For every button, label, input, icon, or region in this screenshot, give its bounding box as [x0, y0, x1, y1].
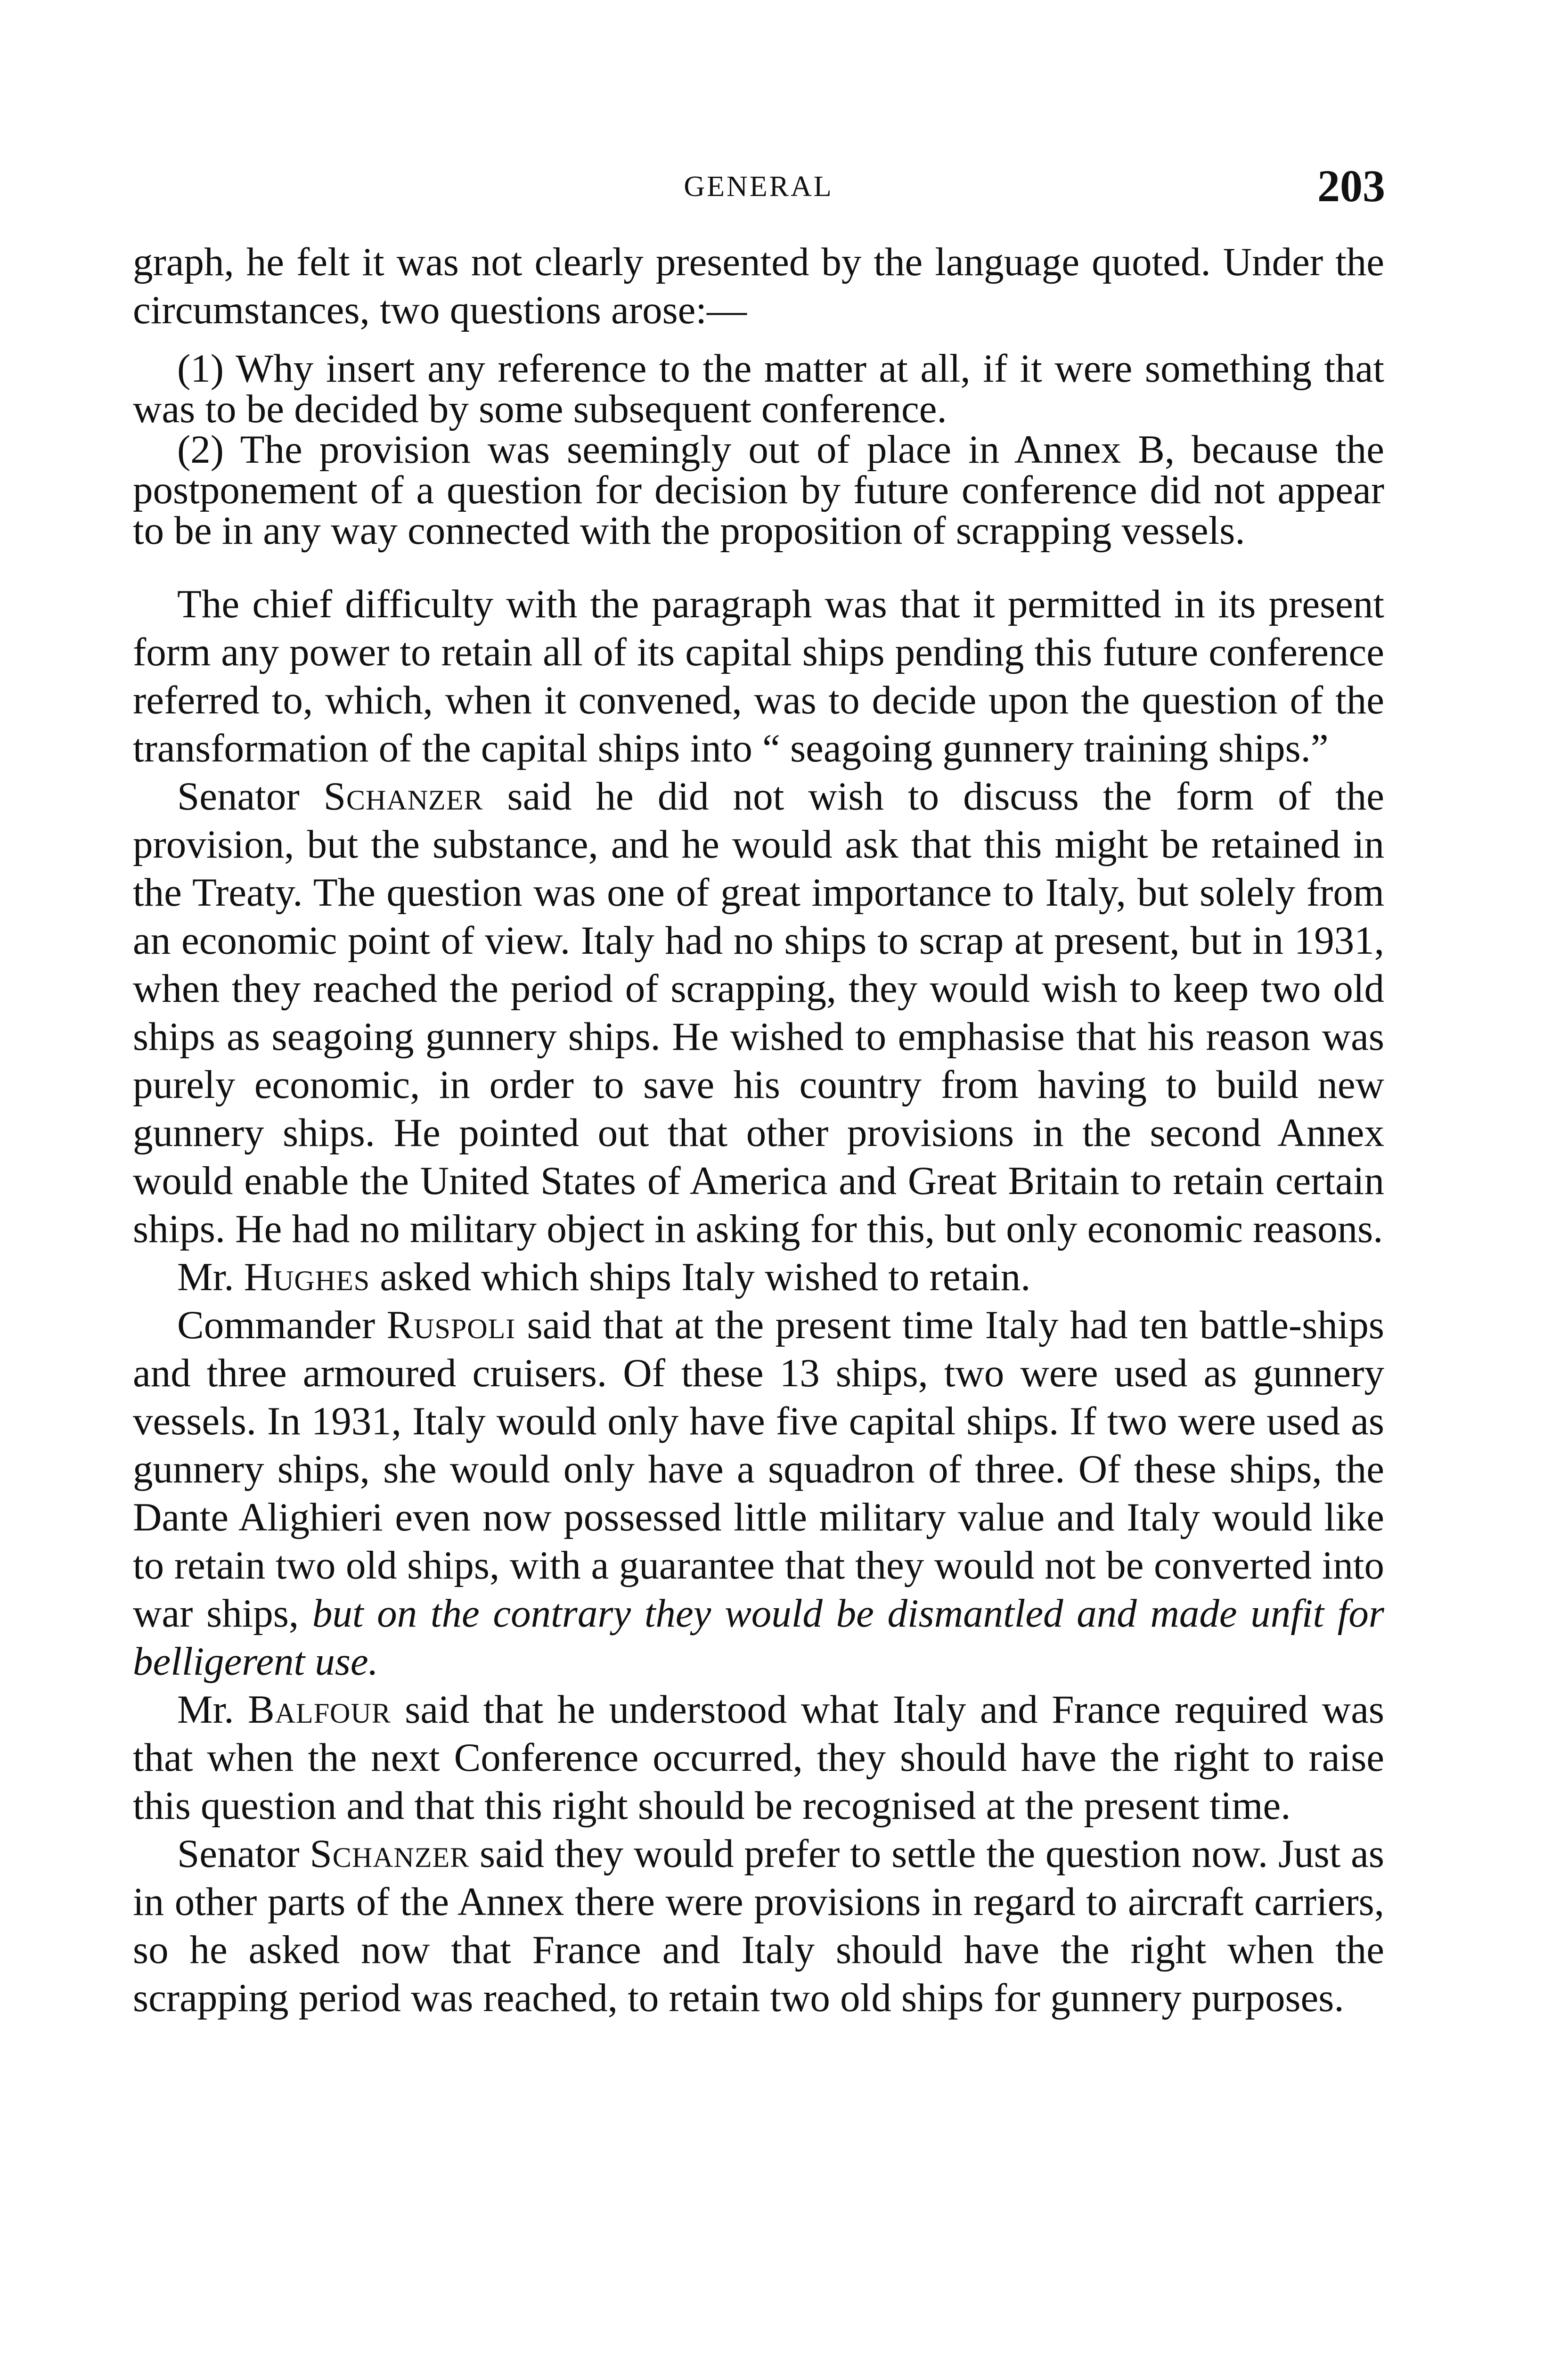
paragraph-ruspoli	[133, 1301, 1384, 1685]
paragraph-question-2	[133, 429, 1384, 551]
paragraph-text: said that at the present time Italy had ten battle-ships and three armoured cruisers. Of these 13 ships, two were used as gunnery vessels. In 1931, Italy would only have five capital ships. If two were used as gunnery ships, she would only have a squadron of three. Of these ships, the Dante Alighieri even now possessed little military value and Italy would like to retain two old ships, with a guarantee that they would not be converted into war ships,	[133, 1303, 1384, 1636]
paragraph-text: (1) Why insert any reference to the matter at all, if it were something that was to be decided by some subsequent conference.	[133, 346, 1384, 431]
paragraph-hughes	[133, 1253, 1384, 1301]
paragraph-lead: Senator	[177, 1832, 310, 1876]
body-text	[133, 238, 1384, 2022]
paragraph-text: graph, he felt it was not clearly presented by the language quoted. Under the circumstances, two questions arose:—	[133, 240, 1384, 332]
paragraph-balfour	[133, 1685, 1384, 1830]
paragraph-text: said they would prefer to settle the question now. Just as in other parts of the Annex there were provisions in regard to aircraft carriers, so he asked now that France and Italy should have the right when the scrapping period was reached, to retain two old ships for gunnery purposes.	[133, 1832, 1384, 2020]
italic-text: but on the contrary they would be dismantled and made unfit for belligerent use.	[133, 1591, 1384, 1684]
speaker-name: Schanzer	[323, 774, 483, 818]
speaker-name: Balfour	[248, 1687, 391, 1732]
paragraph-text: (2) The provision was seemingly out of place in Annex B, because the postponement of a question for decision by future conference did not appear to be in any way connected with the proposition of scrapping vessels.	[133, 427, 1384, 553]
paragraph-continuation	[133, 238, 1384, 334]
speaker-name: Ruspoli	[386, 1303, 516, 1347]
paragraph-schanzer-2	[133, 1830, 1384, 2022]
paragraph-lead: Commander	[177, 1303, 387, 1347]
paragraph-lead: Senator	[177, 774, 324, 818]
paragraph-question-1	[133, 348, 1384, 429]
paragraph-lead: Mr.	[177, 1255, 244, 1299]
paragraph-text: said that he understood what Italy and France required was that when the next Conference occurred, they should have the right to raise this question and that this right should be recognised at the present time.	[133, 1687, 1385, 1828]
page-number: 203	[1317, 161, 1385, 211]
speaker-name: Schanzer	[310, 1832, 470, 1876]
speaker-name: Hughes	[244, 1255, 370, 1299]
paragraph-lead: Mr.	[177, 1687, 248, 1732]
paragraph-chief-difficulty	[133, 580, 1384, 772]
paragraph-schanzer-1	[133, 772, 1384, 1253]
paragraph-text: The chief difficulty with the paragraph was that it permitted in its present form any power to retain all of its capital ships pending this future conference referred to, which, when it convened, was to decide upon the question of the transformation of the capital ships into “ seagoing gunnery training ships.”	[133, 582, 1384, 770]
paragraph-text: said he did not wish to discuss the form of the provision, but the substance, and he would ask that this might be retained in the Treaty. The question was one of great importance to Italy, but solely from an economic point of view. Italy had no ships to scrap at present, but in 1931, when they reached the period of scrapping, they would wish to keep two old ships as seagoing gunnery ships. He wished to emphasise that his reason was purely economic, in order to save his country from having to build new gunnery ships. He pointed out that other provisions in the second Annex would enable the United States of America and Great Britain to retain certain ships. He had no military object in asking for this, but only economic reasons.	[133, 774, 1384, 1251]
running-header	[132, 160, 1385, 221]
running-title: GENERAL	[684, 171, 833, 203]
paragraph-text: asked which ships Italy wished to retain.	[370, 1255, 1031, 1299]
